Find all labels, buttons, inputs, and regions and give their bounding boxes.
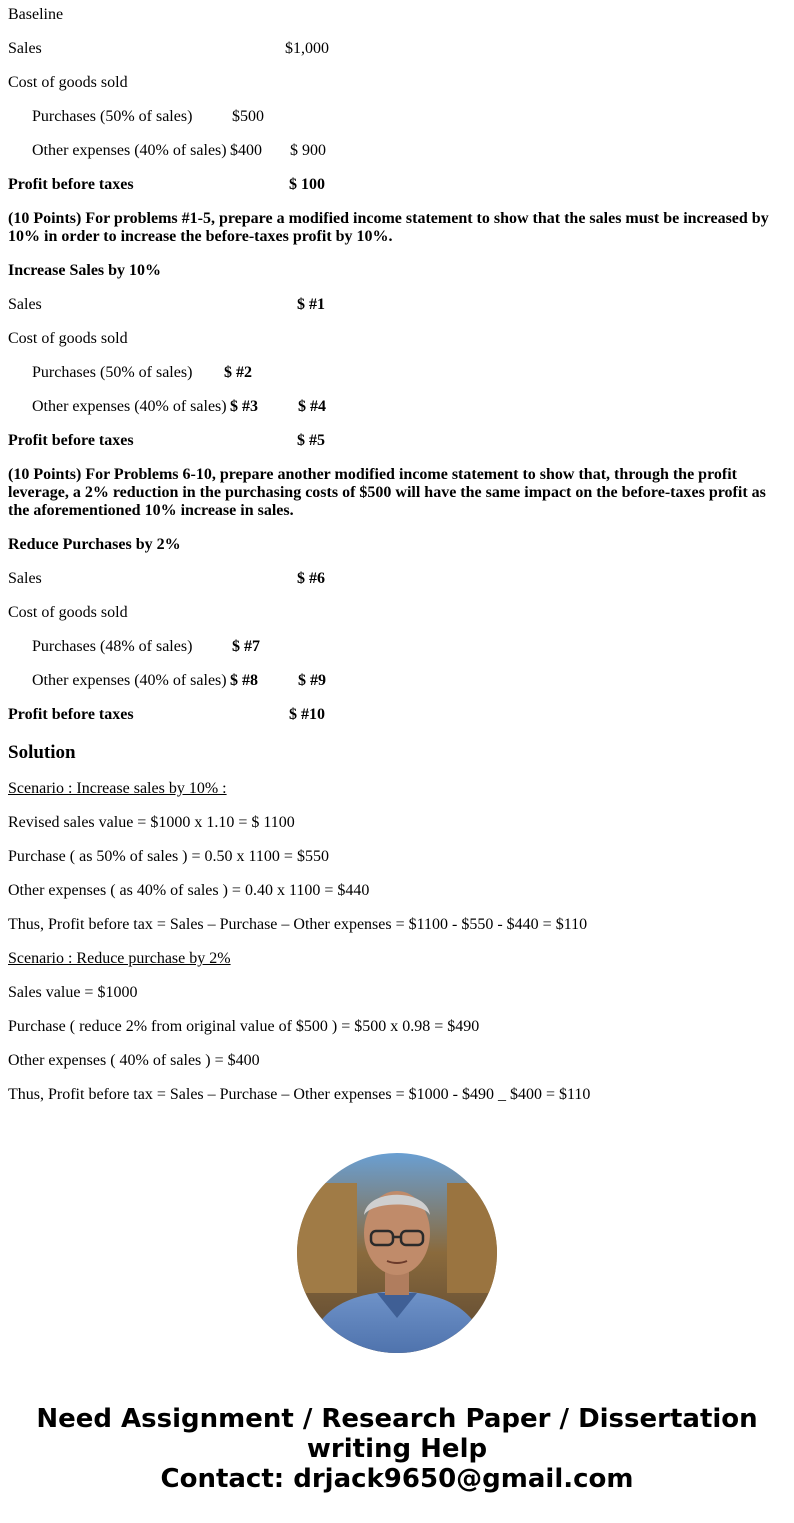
profit-label: Profit before taxes xyxy=(8,432,134,449)
portrait-image xyxy=(297,1153,497,1353)
sales-label: Sales xyxy=(8,570,42,587)
cogs-total: $ #9 xyxy=(298,672,326,689)
solution-line: Thus, Profit before tax = Sales – Purchase – Other expenses = $1000 - $490 _ $400 = $110 xyxy=(8,1086,591,1103)
purchases-label: Purchases (50% of sales) xyxy=(32,108,193,125)
increase-other-row xyxy=(8,398,786,432)
avatar xyxy=(297,1153,497,1353)
solution-line: Revised sales value = $1000 x 1.10 = $ 1100 xyxy=(8,814,295,831)
solution-line: Other expenses ( 40% of sales ) = $400 xyxy=(8,1052,260,1069)
reduce-heading: Reduce Purchases by 2% xyxy=(8,536,181,553)
baseline-sales-row xyxy=(8,40,786,74)
sales-value: $1,000 xyxy=(285,40,329,57)
cogs-total: $ 900 xyxy=(290,142,326,159)
increase-heading: Increase Sales by 10% xyxy=(8,262,162,279)
purchases-value: $ #2 xyxy=(224,364,252,381)
reduce-profit-row xyxy=(8,706,786,740)
footer-banner xyxy=(0,1404,794,1494)
other-expenses-label: Other expenses (40% of sales) xyxy=(32,142,227,159)
baseline-purchases-row xyxy=(8,108,786,142)
solution-line: Thus, Profit before tax = Sales – Purchase – Other expenses = $1100 - $550 - $440 = $110 xyxy=(8,916,588,933)
solution-heading: Solution xyxy=(8,742,76,763)
sales-value: $ #6 xyxy=(297,570,325,587)
question-2: (10 Points) For Problems 6-10, prepare another modified income statement to show that, through the profit leverage, a 2% reduction in the purchasing costs of $500 will have the same impact on the before-taxes profit as the aforementioned 10% increase in sales. xyxy=(8,466,766,519)
reduce-cogs-label: Cost of goods sold xyxy=(8,604,128,621)
sales-value: $ #1 xyxy=(297,296,325,313)
reduce-other-row xyxy=(8,672,786,706)
scenario-1-title: Scenario : Increase sales by 10% : xyxy=(8,780,227,797)
baseline-cogs-label: Cost of goods sold xyxy=(8,74,128,91)
purchases-value: $ #7 xyxy=(232,638,260,655)
profit-label: Profit before taxes xyxy=(8,176,134,193)
other-expenses-label: Other expenses (40% of sales) xyxy=(32,398,227,415)
profit-value: $ 100 xyxy=(289,176,325,193)
purchases-value: $500 xyxy=(232,108,264,125)
solution-line: Purchase ( as 50% of sales ) = 0.50 x 1100 = $550 xyxy=(8,848,329,865)
solution-line: Other expenses ( as 40% of sales ) = 0.40 x 1100 = $440 xyxy=(8,882,370,899)
other-expenses-value: $ #8 xyxy=(230,672,258,689)
profit-value: $ #5 xyxy=(297,432,325,449)
reduce-purchases-row xyxy=(8,638,786,672)
solution-line: Sales value = $1000 xyxy=(8,984,138,1001)
other-expenses-value: $ #3 xyxy=(230,398,258,415)
purchases-label: Purchases (48% of sales) xyxy=(32,638,193,655)
question-1: (10 Points) For problems #1-5, prepare a modified income statement to show that the sales must be increased by 10% in order to increase the before-taxes profit by 10%. xyxy=(8,210,769,245)
footer-line: writing Help xyxy=(306,1434,488,1464)
increase-cogs-label: Cost of goods sold xyxy=(8,330,128,347)
footer-contact: Contact: drjack9650@gmail.com xyxy=(160,1464,634,1494)
other-expenses-label: Other expenses (40% of sales) xyxy=(32,672,227,689)
sales-label: Sales xyxy=(8,296,42,313)
reduce-sales-row xyxy=(8,570,786,604)
increase-sales-row xyxy=(8,296,786,330)
baseline-profit-row xyxy=(8,176,786,210)
profit-label: Profit before taxes xyxy=(8,706,134,723)
baseline-heading: Baseline xyxy=(8,6,64,23)
footer-line: Need Assignment / Research Paper / Dissertation xyxy=(36,1404,758,1434)
baseline-other-row xyxy=(8,142,786,176)
profit-value: $ #10 xyxy=(289,706,325,723)
increase-purchases-row xyxy=(8,364,786,398)
scenario-2-title: Scenario : Reduce purchase by 2% xyxy=(8,950,231,967)
increase-profit-row xyxy=(8,432,786,466)
other-expenses-value: $400 xyxy=(230,142,262,159)
solution-line: Purchase ( reduce 2% from original value of $500 ) = $500 x 0.98 = $490 xyxy=(8,1018,480,1035)
sales-label: Sales xyxy=(8,40,42,57)
cogs-total: $ #4 xyxy=(298,398,326,415)
purchases-label: Purchases (50% of sales) xyxy=(32,364,193,381)
